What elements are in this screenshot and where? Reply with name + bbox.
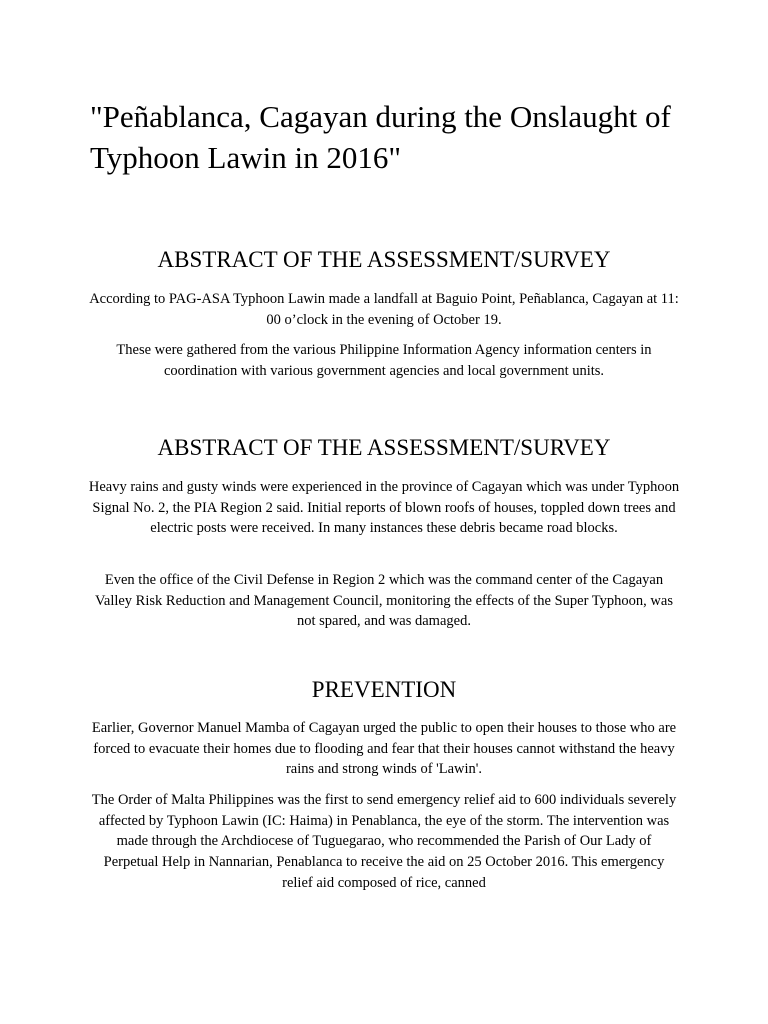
- paragraph-sources: These were gathered from the various Philippine Information Agency information centers in coordination with various government agencies and local government units.: [116, 342, 652, 379]
- section-heading-prevention: PREVENTION: [311, 677, 457, 702]
- paragraph-governor: Earlier, Governor Manuel Mamba of Cagayan urged the public to open their houses to those who are forced to evacuate their homes due to flooding and fear that their houses cannot withstand the heavy rains and strong winds of 'Lawin'.: [91, 720, 677, 778]
- section-heading-abstract-1: ABSTRACT OF THE ASSESSMENT/SURVEY: [157, 247, 611, 272]
- paragraph-landfall: According to PAG-ASA Typhoon Lawin made a landfall at Baguio Point, Peñablanca, Cagayan at 11: 00 o’clock in the evening of October 19.: [89, 291, 679, 328]
- document-title: "Peñablanca, Cagayan during the Onslaught of Typhoon Lawin in 2016": [90, 99, 671, 175]
- paragraph-civil-defense: Even the office of the Civil Defense in Region 2 which was the command center of the Cagayan Valley Risk Reduction and Management Council, monitoring the effects of the Super Typhoon, was not spared, and was damaged.: [95, 572, 673, 630]
- section-heading-abstract-2: ABSTRACT OF THE ASSESSMENT/SURVEY: [157, 435, 611, 460]
- paragraph-heavy-rains: Heavy rains and gusty winds were experienced in the province of Cagayan which was under Typhoon Signal No. 2, the PIA Region 2 said. Initial reports of blown roofs of houses, toppled down trees and electric posts were received. In many instances these debris became road blocks.: [88, 479, 680, 537]
- paragraph-order-of-malta: The Order of Malta Philippines was the first to send emergency relief aid to 600 individuals severely affected by Typhoon Lawin (IC: Haima) in Penablanca, the eye of the storm. The intervention was made through the Archdiocese of Tuguegarao, who recommended the Parish of Our Lady of Perpetual Help in Nannarian, Penablanca to receive the aid on 25 October 2016. This emergency relief aid composed of rice, canned: [91, 792, 677, 891]
